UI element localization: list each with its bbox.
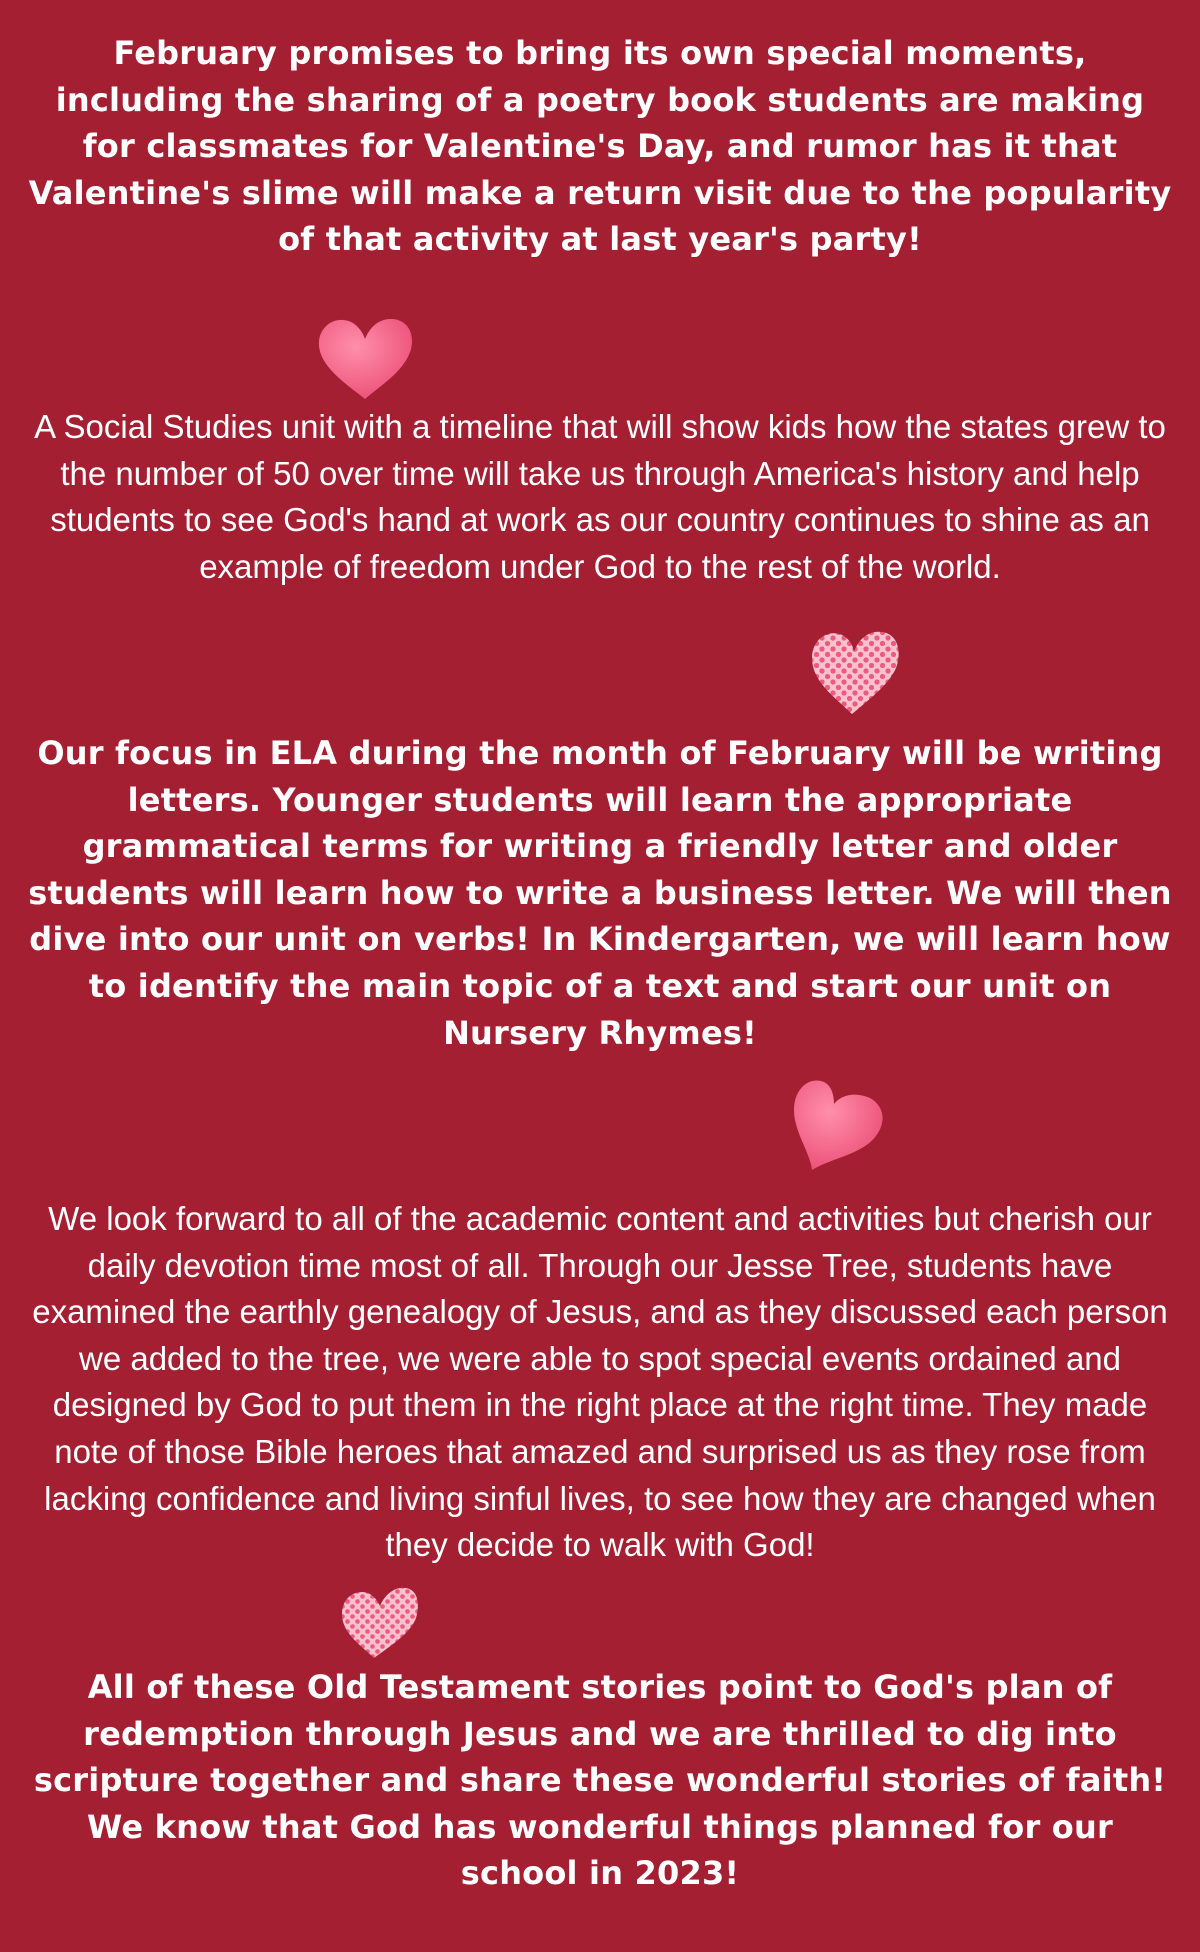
paragraph-devotion: We look forward to all of the academic content and activities but cherish our daily devotion time most of all. Through our Jesse Tree, students have examined the earthly genealogy of Jesus, and as they discussed each person we added to the tree, we were able to spot special events ordained and designed by God to put them in the right place at the right time. They made note of those Bible heroes that amazed and surprised us as they rose from lacking confidence and living sinful lives, to see how they are changed when they decide to walk with God! (32, 1200, 1168, 1564)
polka-dot-heart-icon (808, 624, 902, 716)
paragraph-valentines: February promises to bring its own special moments, including the sharing of a poetry book students are making for classmates for Valentine's Day, and rumor has it that Valentine's slime will make a return visit due to the popularity of that activity at last year's party! (28, 34, 1172, 259)
paragraph-old-testament: All of these Old Testament stories point to God's plan of redemption through Jesus and we are thrilled to dig into scripture together and share these wonderful stories of faith! We know that God has wonderful things planned for our school in 2023! (33, 1668, 1167, 1893)
paragraph-social-studies: A Social Studies unit with a timeline that will show kids how the states grew to the number of 50 over time will take us through America's history and help students to see God's hand at work as our country continues to shine as an example of freedom under God to the rest of the world. (34, 408, 1166, 585)
polka-dot-heart-icon (340, 1584, 420, 1660)
heart-icon (315, 313, 415, 401)
heart-icon (790, 1072, 890, 1172)
paragraph-ela: Our focus in ELA during the month of February will be writing letters. Younger students will learn the appropriate grammatical terms for writing a friendly letter and older students will learn how to write a business letter. We will then dive into our unit on verbs! In Kindergarten, we will learn how to identify the main topic of a text and start our unit on Nursery Rhymes! (28, 734, 1172, 1052)
